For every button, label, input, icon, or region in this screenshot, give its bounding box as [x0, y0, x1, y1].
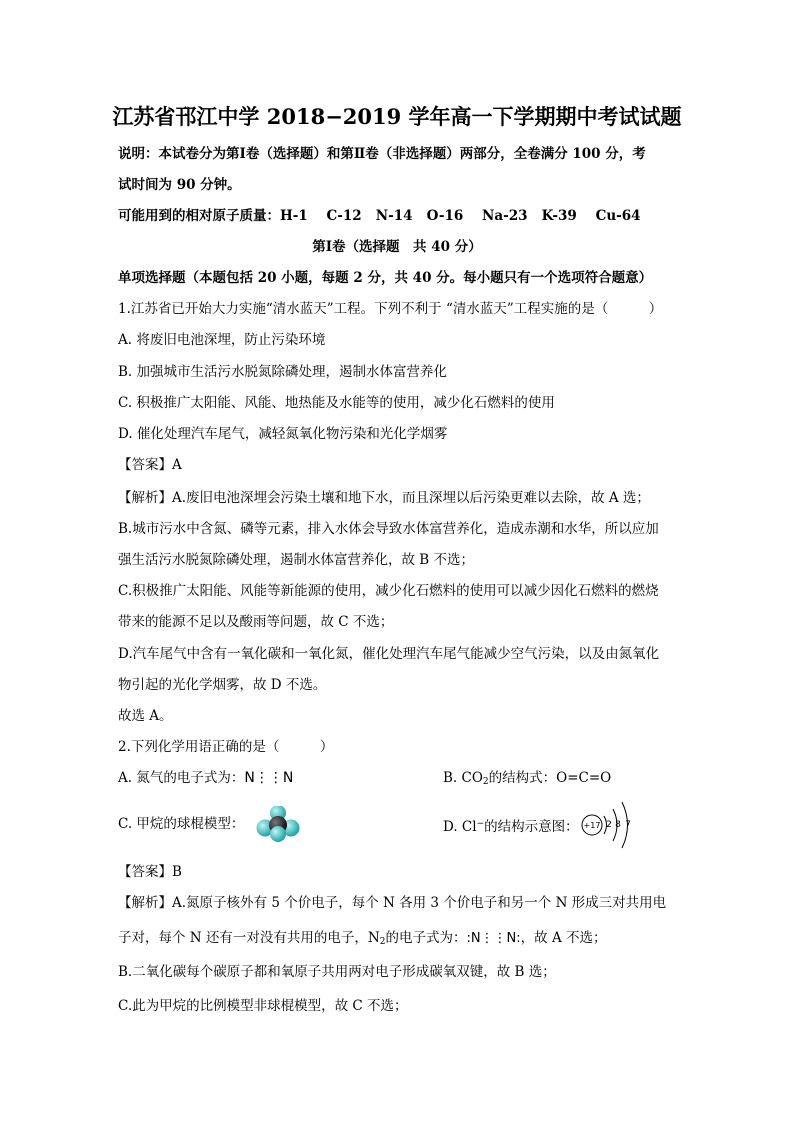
chloride-ion-diagram [580, 796, 636, 854]
q2-explanation-2-suffix: ，故 A 不选； [520, 930, 607, 946]
q2-option-b-suffix: 的结构式：O=C=O [488, 770, 612, 786]
q2-option-d-prefix: D. Cl [443, 819, 477, 835]
q1-explanation-line: 【解析】A.废旧电池深埋会污染土壤和地下水，而且深埋以后污染更难以去除，故 A 选； [118, 490, 650, 506]
section-heading: 第Ⅰ卷（选择题 共 40 分） [312, 239, 482, 255]
q2-explanation-line: 【解析】A.氮原子核外有 5 个价电子，每个 N 各用 3 个价电子和另一个 N 形成三对共用电 [118, 895, 667, 911]
q2-option-b [443, 768, 611, 792]
nucleus-charge: +17 [583, 821, 601, 830]
n2-electron-formula: N⋮⋮N [244, 770, 294, 786]
q2-explanation-line: C.此为甲烷的比例模型非球棍模型，故 C 不选； [118, 998, 408, 1014]
q2-option-b-subscript: 2 [482, 777, 489, 787]
atomic-mass-label: 可能用到的相对原子质量： [118, 208, 280, 224]
n2-electron-formula-full: :N⋮⋮N: [466, 931, 521, 946]
q1-explanation-line: 带来的能源不足以及酸雨等问题，故 C 不选； [118, 614, 394, 630]
atomic-mass-line [118, 206, 641, 226]
q2-answer: 【答案】B [118, 864, 182, 880]
q2-option-b-prefix: B. CO [443, 770, 483, 786]
q1-option-a: A. 将废旧电池深埋，防止污染环境 [118, 332, 326, 348]
q2-option-c-label: C. 甲烷的球棍模型： [118, 816, 245, 832]
q2-explanation-line: B.二氧化碳每个碳原子都和氧原子共用两对电子形成碳氧双键，故 B 选； [118, 964, 556, 980]
q2-option-d-superscript: − [476, 819, 485, 829]
q1-option-d: D. 催化处理汽车尾气，减轻氮氧化物污染和光化学烟雾 [118, 426, 448, 442]
q2-option-d-suffix: 的结构示意图： [484, 819, 579, 835]
q1-explanation-line: B.城市污水中含氮、磷等元素，排入水体会导致水体富营养化，造成赤潮和水华，所以应加 [118, 521, 659, 537]
shell-electron-count: 8 [615, 820, 621, 830]
q2-option-a [118, 768, 293, 788]
q1-option-b: B. 加强城市生活污水脱氮除磷处理，遏制水体富营养化 [118, 364, 448, 380]
q2-stem: 2.下列化学用语正确的是（ ） [118, 739, 334, 755]
q2-option-a-label: A. 氮气的电子式为： [118, 770, 245, 786]
q2-option-d [443, 814, 579, 837]
methane-model-image [256, 806, 300, 842]
q1-explanation-line: 强生活污水脱氮除磷处理，遏制水体富营养化，故 B 不选； [118, 552, 475, 568]
section-instruction: 单项选择题（本题包括 20 小题，每题 2 分，共 40 分。每小题只有一个选项符合题意） [118, 270, 653, 286]
q2-option-c [118, 814, 244, 834]
page-title: 江苏省邗江中学 2018−2019 学年高一下学期期中考试试题 [112, 104, 682, 129]
q2-explanation-2-mid: 的电子式为： [385, 930, 467, 946]
intro-line-1: 说明：本试卷分为第Ⅰ卷（选择题）和第Ⅱ卷（非选择题）两部分，全卷满分 100 分，考 [118, 146, 646, 162]
q1-explanation-line: D.汽车尾气中含有一氧化碳和一氧化氮，催化处理汽车尾气能减少空气污染，以及由氮氧化 [118, 646, 660, 662]
q1-answer: 【答案】A [118, 457, 182, 473]
atomic-mass-values: H-1 C-12 N-14 O-16 Na-23 K-39 Cu-64 [280, 208, 641, 224]
q1-explanation-line: 物引起的光化学烟雾，故 D 不选。 [118, 677, 327, 693]
shell-electron-count: 2 [606, 820, 612, 830]
q2-explanation-line [118, 928, 607, 952]
intro-line-2: 试时间为 90 分钟。 [118, 177, 241, 193]
q1-explanation-line: C.积极推广太阳能、风能等新能源的使用，减少化石燃料的使用可以减少因化石燃料的燃烧 [118, 583, 659, 599]
hydrogen-atom [270, 826, 286, 842]
q1-stem: 1.江苏省已开始大力实施“清水蓝天”工程。下列不利于 “清水蓝天”工程实施的是（ ） [118, 301, 663, 317]
q2-explanation-2-prefix: 子对，每个 N 还有一对没有共用的电子，N [118, 930, 380, 946]
q1-option-c: C. 积极推广太阳能、风能、地热能及水能等的使用，减少化石燃料的使用 [118, 395, 555, 411]
q2-explanation-2-subscript: 2 [379, 937, 386, 947]
shell-electron-count: 7 [625, 820, 631, 830]
q1-explanation-line: 故选 A。 [118, 708, 173, 724]
